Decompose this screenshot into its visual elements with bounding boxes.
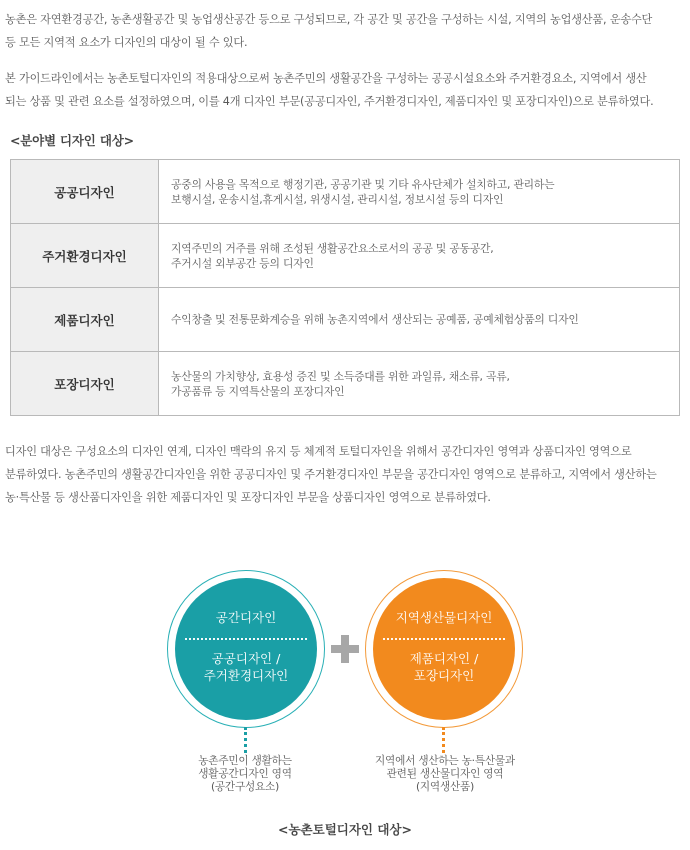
caption-line: 생활공간디자인 영역	[198, 768, 292, 780]
intro-p2-line-1: 본 가이드라인에서는 농촌토털디자인의 적용대상으로써 농촌주민의 생활공간을 구성하는 공공시설요소와 주거환경요소, 지역에서 생산	[5, 72, 647, 85]
description-line: 보행시설, 운송시설,휴게시설, 위생시설, 관리시설, 정보시설 등의 디자인	[171, 192, 504, 206]
product-design-sub-line: 포장디자인	[413, 668, 475, 683]
category-package-design: 포장디자인	[11, 352, 159, 416]
product-design-sub-line: 제품디자인 /	[409, 651, 479, 666]
description-line: 수익창출 및 전통문화계승을 위해 농촌지역에서 생산되는 공예품, 공예체험상품의 디자인	[171, 313, 579, 326]
space-design-divider	[185, 638, 307, 640]
intro-paragraph-2	[5, 67, 687, 113]
table-row	[11, 288, 680, 352]
design-target-table	[10, 159, 680, 416]
description-line: 농산물의 가치향상, 효용성 증진 및 소득증대를 위한 과일류, 채소류, 곡류,	[171, 369, 510, 383]
space-design-circle	[175, 578, 317, 720]
product-design-circle	[373, 578, 515, 720]
plus-icon-vertical	[341, 635, 349, 663]
caption-line: 관련된 생산물디자인 영역	[386, 768, 504, 780]
description-residential-design	[159, 224, 680, 288]
space-design-connector	[244, 727, 247, 753]
product-design-connector	[442, 727, 445, 753]
product-design-divider	[383, 638, 505, 640]
caption-line: (지역생산품)	[415, 781, 475, 793]
space-design-caption	[160, 755, 330, 794]
table-row	[11, 160, 680, 224]
outro-line-2: 분류하였다. 농촌주민의 생활공간디자인을 위한 공공디자인 및 주거환경디자인 부문을 공간디자인 영역으로 분류하고, 지역에서 생산하는	[5, 468, 657, 481]
space-design-sub-line: 공공디자인 /	[211, 651, 281, 666]
diagram-title: <농촌토털디자인 대상>	[278, 822, 412, 837]
table-title: <분야별 디자인 대상>	[10, 133, 134, 148]
product-design-sub	[373, 650, 515, 684]
description-line: 지역주민의 거주를 위해 조성된 생활공간요소로서의 공공 및 공동공간,	[171, 241, 494, 255]
outro-line-3: 농·특산물 등 생산품디자인을 위한 제품디자인 및 포장디자인 부문을 상품디자인 영역으로 분류하였다.	[5, 491, 491, 504]
plus-icon	[331, 635, 359, 663]
caption-line: 지역에서 생산하는 농·특산물과	[375, 755, 515, 767]
space-design-sub	[175, 650, 317, 684]
caption-line: 농촌주민이 생활하는	[198, 755, 292, 767]
intro-p2-line-2: 되는 상품 및 관련 요소를 설정하였으며, 이를 4개 디자인 부문(공공디자인, 주거환경디자인, 제품디자인 및 포장디자인)으로 분류하였다.	[5, 95, 654, 108]
description-product-design	[159, 288, 680, 352]
category-public-design: 공공디자인	[11, 160, 159, 224]
product-design-caption	[352, 755, 538, 794]
table-row	[11, 224, 680, 288]
intro-paragraph-1	[5, 8, 687, 54]
description-line: 공중의 사용을 목적으로 행정기관, 공공기관 및 기타 유사단체가 설치하고, 관리하는	[171, 177, 555, 191]
space-design-label: 공간디자인	[215, 610, 277, 625]
space-design-sub-line: 주거환경디자인	[203, 668, 289, 683]
outro-paragraph	[5, 440, 687, 509]
category-residential-design: 주거환경디자인	[11, 224, 159, 288]
description-package-design	[159, 352, 680, 416]
intro-p1-line-1: 농촌은 자연환경공간, 농촌생활공간 및 농업생산공간 등으로 구성되므로, 각 공간 및 공간을 구성하는 시설, 지역의 농업생산품, 운송수단	[5, 13, 653, 26]
description-line: 가공품류 등 지역특산물의 포장디자인	[171, 384, 345, 398]
category-product-design: 제품디자인	[11, 288, 159, 352]
outro-line-1: 디자인 대상은 구성요소의 디자인 연계, 디자인 맥락의 유지 등 체계적 토털디자인을 위해서 공간디자인 영역과 상품디자인 영역으로	[5, 445, 632, 458]
description-public-design	[159, 160, 680, 224]
table-row	[11, 352, 680, 416]
caption-line: (공간구성요소)	[210, 781, 280, 793]
intro-p1-line-2: 등 모든 지역적 요소가 디자인의 대상이 될 수 있다.	[5, 36, 248, 49]
product-design-label: 지역생산물디자인	[395, 610, 493, 625]
description-line: 주거시설 외부공간 등의 디자인	[171, 256, 314, 270]
